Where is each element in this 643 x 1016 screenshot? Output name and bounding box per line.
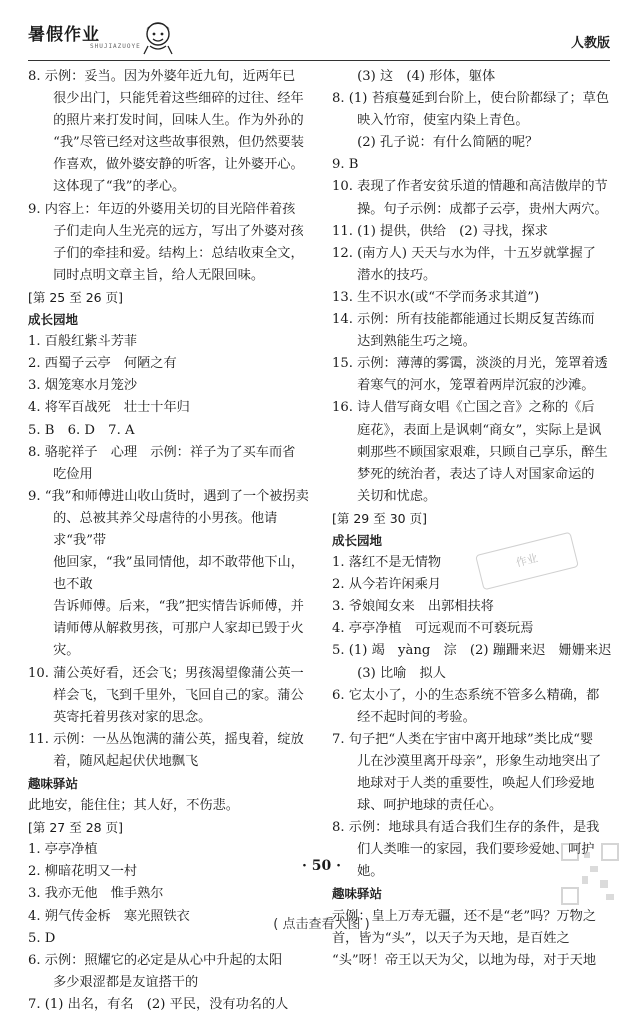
answer-line: 着寒气的河水，笼罩着两岸沉寂的沙滩。 bbox=[357, 378, 595, 394]
answer-line: 11. (1) 提供，供给 (2) 寻找，探求 bbox=[332, 223, 548, 239]
answer-line: 经不起时间的考验。 bbox=[357, 709, 476, 725]
answer-line: “头”呀！帝王以天为父，以地为母，对于天地 bbox=[332, 952, 597, 968]
section-heading: 成长园地 bbox=[28, 312, 79, 328]
answer-line: 9. “我”和师傅进山收山货时，遇到了一个被拐卖 bbox=[28, 488, 309, 504]
answer-line: 4. 亭亭净植 可远观而不可亵玩焉 bbox=[332, 621, 534, 637]
answer-line: 子们的牵挂和爱。结构上：总结收束全文， bbox=[53, 245, 304, 261]
answer-line: 吃俭用 bbox=[53, 466, 93, 482]
answer-line: 16. 诗人借写商女唱《亡国之音》之称的《后 bbox=[332, 400, 595, 416]
answer-line: 首，皆为“头”，以天子为天地，是百姓之 bbox=[332, 930, 570, 946]
answer-line: 的、总被其养父母虐待的小男孩。他请求“我”带 bbox=[53, 510, 278, 548]
answer-line: 9. B bbox=[332, 157, 359, 173]
answer-line: “我”尽管已经对这些故事很熟，但仍然要装 bbox=[53, 135, 304, 151]
answer-line: 8. 示例：地球具有适合我们生存的条件，是我 bbox=[332, 820, 600, 836]
answer-line: 着，随风起起伏伏地飘飞 bbox=[53, 753, 199, 769]
answer-line: 的照片来打发时间，回味人生。作为外孙的 bbox=[53, 113, 304, 129]
answer-line: 们人类唯一的家园，我们要珍爱她、呵护她。 bbox=[357, 842, 595, 880]
answer-line: 3. 我亦无他 惟手熟尔 bbox=[28, 886, 164, 902]
answer-line: 样会飞，飞到千里外，飞回自己的家。蒲公 bbox=[53, 687, 304, 703]
answer-line: 很少出门，只能凭着这些细碎的过往、经年 bbox=[53, 91, 304, 107]
answer-line: 梦死的统治者，表达了诗人对国家命运的 bbox=[357, 466, 595, 482]
answer-line: 请师傅从解救男孩，可那户人家却已毁于火灾。 bbox=[53, 621, 304, 659]
answer-line: 4. 将军百战死 壮士十年归 bbox=[28, 400, 190, 416]
section-heading: 趣味驿站 bbox=[332, 886, 383, 902]
book-logo: 暑假作业 bbox=[28, 25, 100, 45]
answer-line: 这体现了“我”的孝心。 bbox=[53, 179, 186, 195]
answer-line: 10. 表现了作者安贫乐道的情趣和高洁傲岸的节 bbox=[332, 179, 608, 195]
watermark-qr-icon bbox=[560, 842, 620, 906]
answer-line: 关切和忧虑。 bbox=[357, 488, 437, 504]
answer-line: 映入竹帘，使室内染上青色。 bbox=[357, 113, 529, 129]
answer-line: (3) 比喻 拟人 bbox=[357, 665, 446, 681]
answer-line: 4. 朔气传金柝 寒光照铁衣 bbox=[28, 908, 190, 924]
mascot-boy-icon bbox=[138, 16, 178, 56]
answer-line: 子们走向人生光亮的远方，写出了外婆对孩 bbox=[53, 223, 304, 239]
answer-line: 8. (1) 苔痕蔓延到台阶上，使台阶都绿了；草色 bbox=[332, 91, 610, 107]
answer-line: 7. (1) 出名，有名 (2) 平民，没有功名的人 bbox=[28, 996, 289, 1012]
answer-line: 达到熟能生巧之境。 bbox=[357, 334, 476, 350]
answer-line: 5. (1) 竭 yàng 淙 (2) 蹦跚来迟 姗姗来迟 bbox=[332, 643, 612, 659]
answer-line: 此地安，能住住；其人好，不伤悲。 bbox=[28, 798, 239, 814]
answer-line: 13. 生不识水(或“不学而务求其道”) bbox=[332, 289, 540, 305]
answer-line: 5. B 6. D 7. A bbox=[28, 422, 135, 438]
answer-line: 潜水的技巧。 bbox=[357, 267, 437, 283]
view-large-image-link[interactable]: ( 点击查看大图 ) bbox=[273, 917, 370, 932]
section-heading: 成长园地 bbox=[332, 532, 383, 548]
answer-line: (3) 这 (4) 形体，躯体 bbox=[357, 69, 496, 84]
answer-line: 1. 亭亭净植 bbox=[28, 842, 98, 858]
answer-line: 12. (南方人) 天天与水为伴，十五岁就掌握了 bbox=[332, 245, 596, 261]
section-heading: 趣味驿站 bbox=[28, 776, 79, 791]
page-range-label: [第 25 至 26 页] bbox=[28, 289, 123, 305]
answer-line: 他回家，“我”虽同情他，却不敢带他下山，也不敢 bbox=[53, 555, 304, 593]
answer-line: 作喜欢，做外婆安静的听客，让外婆开心。 bbox=[53, 157, 304, 173]
header-divider bbox=[28, 60, 610, 61]
answer-line: 7. 句子把“人类在宇宙中离开地球”类比成“婴 bbox=[332, 731, 594, 747]
edition-label: 人教版 bbox=[570, 36, 610, 51]
answer-line: 15. 示例：薄薄的雾霭，淡淡的月光，笼罩着透 bbox=[332, 356, 608, 372]
answer-line: 刺那些不顾国家艰难，只顾自己享乐，醉生 bbox=[357, 444, 608, 460]
answer-line: 1. 落红不是无情物 bbox=[332, 555, 442, 571]
answer-line: 2. 柳暗花明又一村 bbox=[28, 864, 138, 880]
answer-line: 操。句子示例：成都子云亭，贵州大两穴。 bbox=[357, 201, 608, 217]
page-range-label: [第 29 至 30 页] bbox=[332, 510, 427, 526]
answer-line: 同时点明文章主旨，给人无限回味。 bbox=[53, 267, 265, 283]
answer-line: 英寄托着男孩对家的思念。 bbox=[53, 709, 212, 725]
answer-line: 球、呵护地球的责任心。 bbox=[357, 798, 503, 814]
answer-line: 8. 示例：妥当。因为外婆年近九旬，近两年已 bbox=[28, 69, 296, 84]
right-answer-column bbox=[332, 66, 616, 972]
answer-line: 11. 示例：一丛丛饱满的蒲公英，摇曳着，绽放 bbox=[28, 731, 304, 747]
answer-line: 3. 爷娘闻女来 出郭相扶将 bbox=[332, 599, 494, 615]
answer-line: 儿在沙漠里离开母亲”，形象生动地突出了 bbox=[357, 753, 602, 769]
answer-line: 6. 示例：照耀它的必定是从心中升起的太阳 bbox=[28, 952, 283, 968]
answer-line: 14. 示例：所有技能都能通过长期反复苦练而 bbox=[332, 312, 595, 328]
answer-line: 5. D bbox=[28, 930, 56, 946]
answer-line: 3. 烟笼寒水月笼沙 bbox=[28, 378, 138, 394]
page-range-label: [第 27 至 28 页] bbox=[28, 820, 123, 836]
answer-line: 多少艰涩都是友谊搭干的 bbox=[53, 974, 199, 990]
answer-line: (2) 孔子说：有什么简陋的呢？ bbox=[357, 135, 539, 151]
answer-line: 庭花》，表面上是讽刺“商女”，实际上是讽 bbox=[357, 422, 602, 438]
answer-line: 2. 西蜀子云亭 何陋之有 bbox=[28, 356, 177, 372]
answer-line: 2. 从今若许闲乘月 bbox=[332, 577, 442, 593]
answer-line: 6. 它太小了，小的生态系统不管多么精确，都 bbox=[332, 687, 600, 703]
watermark-stamp: 作业 bbox=[475, 532, 579, 591]
answer-line: 地球对于人类的重要性，唤起人们珍爱地 bbox=[357, 776, 595, 791]
answer-line: 示例：皇上万寿无疆，还不是“老”吗？万物之 bbox=[332, 908, 597, 924]
book-logo-subtitle: SHUJIAZUOYE bbox=[90, 43, 141, 50]
answer-line: 8. 骆驼祥子 心理 示例：祥子为了买车而省 bbox=[28, 444, 296, 460]
answer-line: 9. 内容上：年迈的外婆用关切的目光陪伴着孩 bbox=[28, 201, 296, 217]
answer-line: 告诉师傅。后来，“我”把实情告诉师傅，并 bbox=[53, 599, 304, 615]
answer-line: 10. 蒲公英好看，还会飞；男孩渴望像蒲公英一 bbox=[28, 665, 304, 681]
page-header bbox=[28, 14, 610, 58]
page-number: · 50 · bbox=[302, 858, 341, 874]
answer-line: 1. 百般红紫斗芳菲 bbox=[28, 334, 138, 350]
